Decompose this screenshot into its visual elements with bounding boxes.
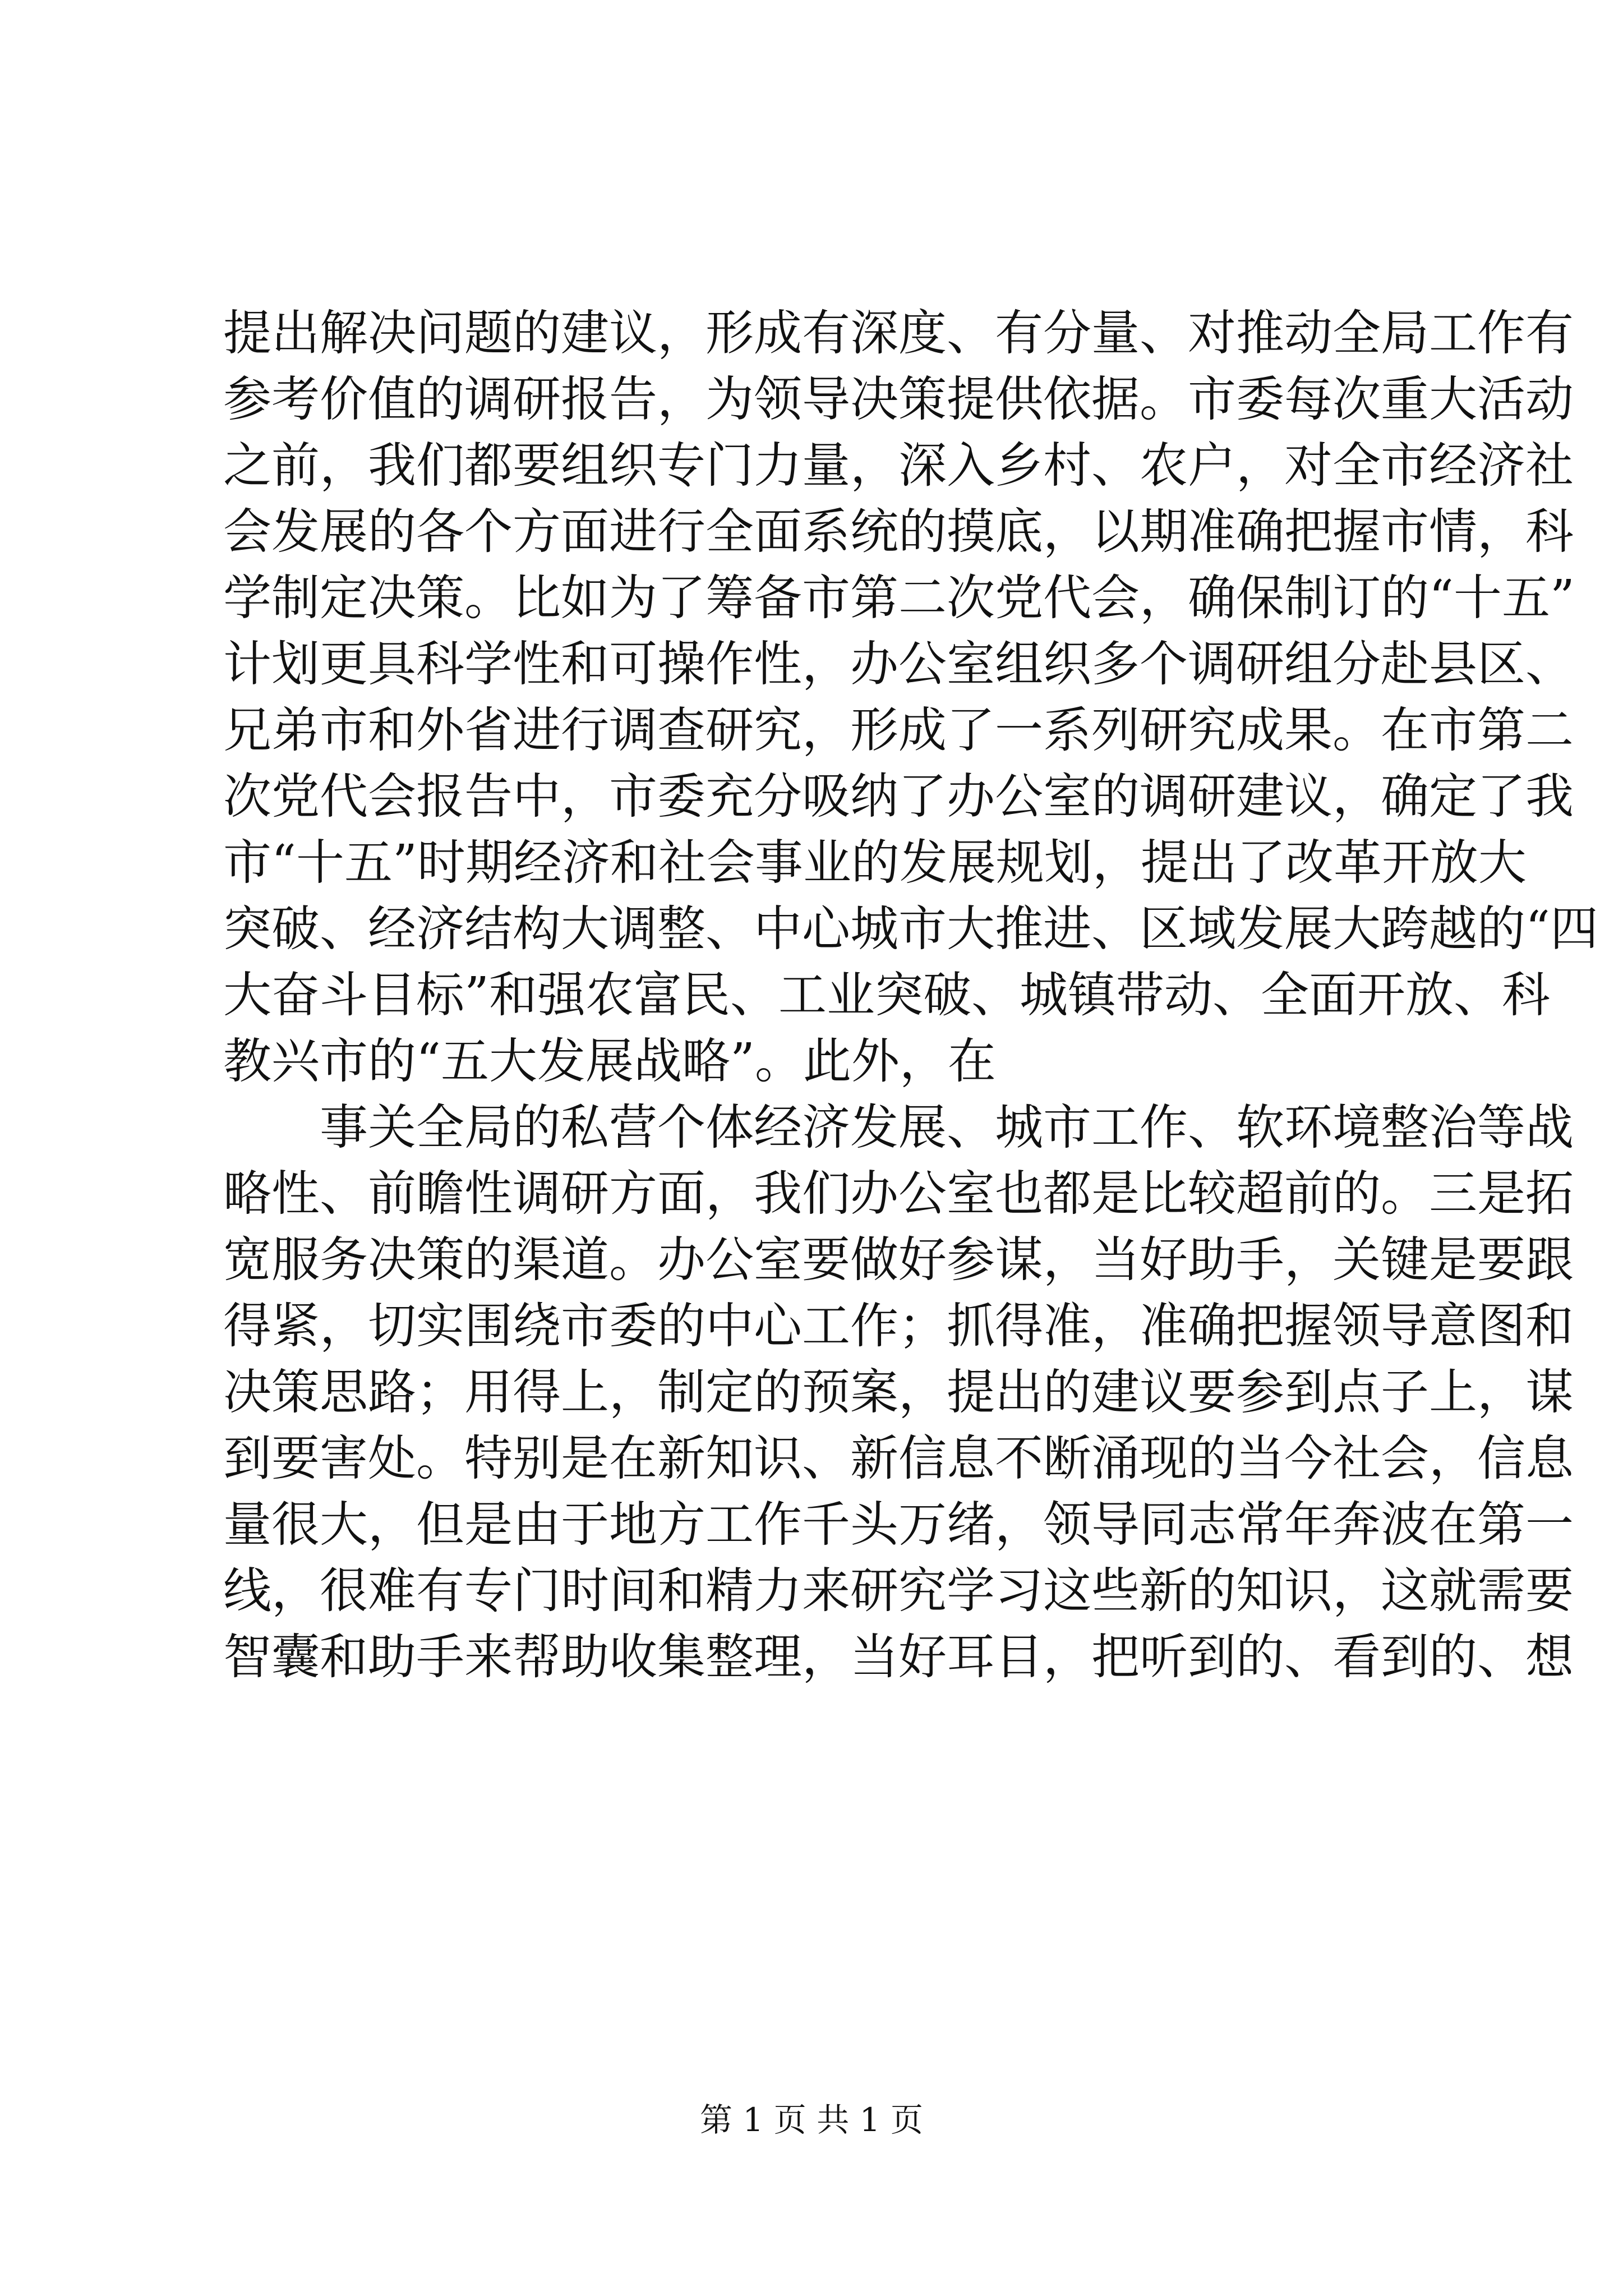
text-line: 到要害处。特别是在新知识、新信息不断涌现的当今社会，信息 bbox=[223, 1430, 1574, 1487]
text-line: 突破、经济结构大调整、中心城市大推进、区域发展大跨越的“四 bbox=[223, 901, 1598, 957]
text-line: 决策思路；用得上，制定的预案，提出的建议要参到点子上，谋 bbox=[223, 1364, 1574, 1420]
text-line: 线，很难有专门时间和精力来研究学习这些新的知识，这就需要 bbox=[223, 1563, 1574, 1619]
text-line: 大奋斗目标”和强农富民、工业突破、城镇带动、全面开放、科 bbox=[223, 967, 1550, 1023]
page-number-label: 第 1 页 共 1 页 bbox=[700, 2101, 923, 2139]
text-line: 教兴市的“五大发展战略”。此外，在 bbox=[223, 1033, 996, 1089]
page-footer bbox=[0, 2093, 1623, 2141]
text-line: 参考价值的调研报告，为领导决策提供依据。市委每次重大活动 bbox=[223, 371, 1574, 427]
text-line: 智囊和助手来帮助收集整理，当好耳目，把听到的、看到的、想 bbox=[223, 1629, 1574, 1685]
text-line: 宽服务决策的渠道。办公室要做好参谋，当好助手，关键是要跟 bbox=[223, 1232, 1574, 1288]
text-line: 量很大，但是由于地方工作千头万绪，领导同志常年奔波在第一 bbox=[223, 1497, 1574, 1553]
text-line: 事关全局的私营个体经济发展、城市工作、软环境整治等战 bbox=[320, 1099, 1574, 1156]
text-line: 兄弟市和外省进行调查研究，形成了一系列研究成果。在市第二 bbox=[223, 702, 1574, 758]
text-line: 学制定决策。比如为了筹备市第二次党代会，确保制订的“十五” bbox=[223, 570, 1575, 626]
text-line: 次党代会报告中，市委充分吸纳了办公室的调研建议，确定了我 bbox=[223, 769, 1574, 825]
text-line: 市“十五”时期经济和社会事业的发展规划，提出了改革开放大 bbox=[223, 835, 1527, 891]
text-line: 计划更具科学性和可操作性，办公室组织多个调研组分赴县区、 bbox=[223, 636, 1574, 692]
text-line: 提出解决问题的建议，形成有深度、有分量、对推动全局工作有 bbox=[223, 305, 1574, 361]
text-line: 略性、前瞻性调研方面，我们办公室也都是比较超前的。三是拓 bbox=[223, 1166, 1574, 1222]
text-line: 会发展的各个方面进行全面系统的摸底，以期准确把握市情，科 bbox=[223, 504, 1574, 560]
text-line: 之前，我们都要组织专门力量，深入乡村、农户，对全市经济社 bbox=[223, 438, 1574, 494]
text-line: 得紧，切实围绕市委的中心工作；抓得准，准确把握领导意图和 bbox=[223, 1298, 1574, 1354]
document-body bbox=[223, 300, 1598, 1690]
